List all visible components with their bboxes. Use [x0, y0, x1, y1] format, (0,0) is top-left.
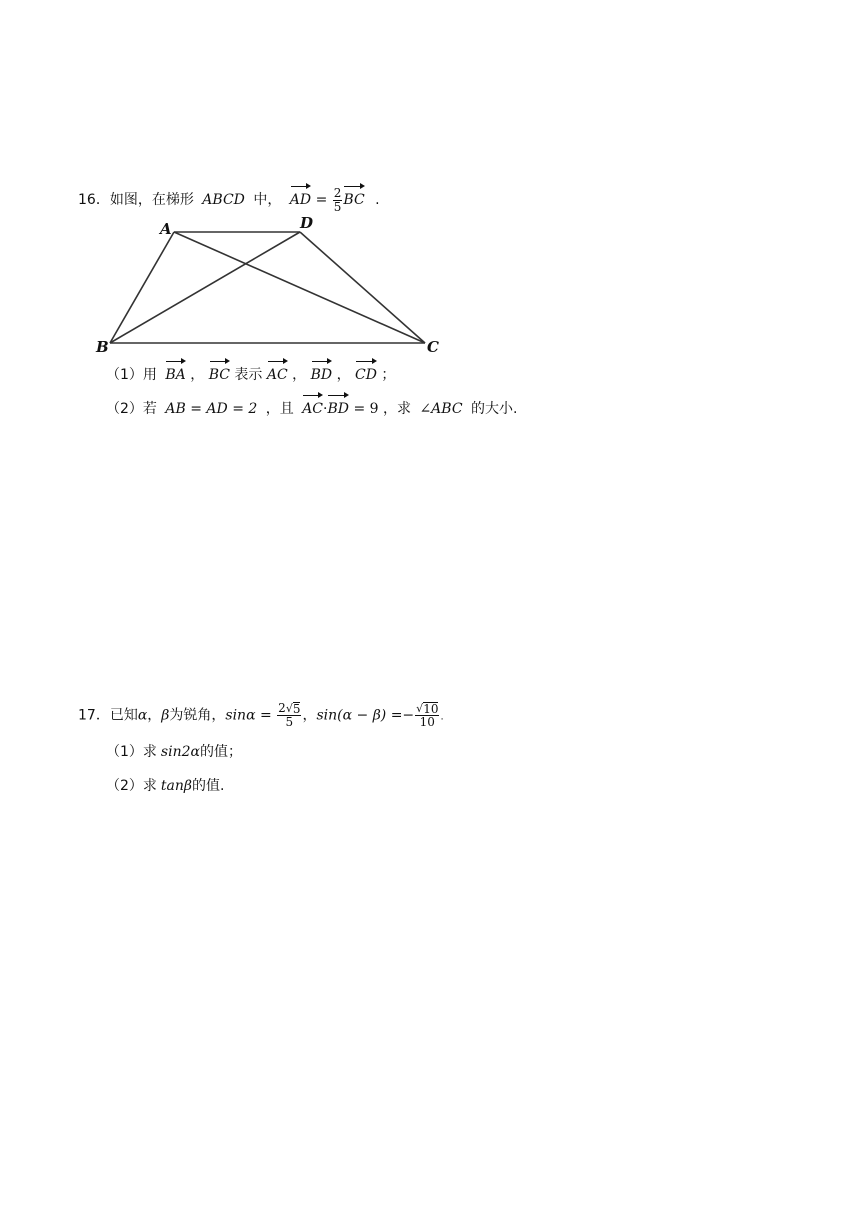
- edge-dc: [300, 232, 425, 343]
- q17-part-2: [106, 776, 224, 796]
- sin-alpha-minus-beta: sin(α − β): [316, 707, 387, 724]
- angle-abc: ∠ABC: [419, 401, 463, 417]
- vector-ad: AD: [290, 183, 311, 210]
- q17-p1-number: （1）求: [106, 744, 157, 760]
- comma: ，: [147, 707, 162, 724]
- q17-p1-end: 的值；: [199, 744, 242, 760]
- vertex-label-b: B: [96, 338, 109, 356]
- fraction-root10-over-10: [415, 702, 439, 729]
- radical-sign: √: [285, 702, 293, 715]
- coefficient: 2: [278, 701, 286, 715]
- q16-intro: 如图，在梯形: [109, 192, 194, 208]
- q16-stem: [78, 183, 380, 214]
- vertex-label-d: D: [300, 214, 314, 232]
- equals-sign: =: [259, 707, 272, 724]
- q16-end-dot: .: [375, 192, 380, 208]
- q16-p1-end: ；: [381, 367, 396, 383]
- q17-number: 17．: [78, 707, 110, 724]
- q17-text-2: 为锐角，: [169, 707, 226, 724]
- diagonal-ac: [174, 232, 425, 343]
- fraction-numerator: 2: [333, 185, 342, 200]
- fraction-denominator: 5: [333, 199, 342, 214]
- fraction-2root5-over-5: [277, 702, 301, 729]
- q16-p1-mid: 表示: [234, 367, 263, 383]
- equals-minus: =−: [390, 707, 415, 724]
- sin-alpha: sinα: [225, 707, 256, 724]
- vector-ac: AC: [267, 358, 288, 385]
- q16-number: 16．: [78, 192, 110, 208]
- q16-p1-number: （1）用: [106, 367, 157, 383]
- q16-zhong: 中，: [253, 192, 282, 208]
- fraction-denominator: 5: [285, 715, 294, 729]
- vector-bc: BC: [343, 183, 364, 210]
- q17-end-dot: .: [440, 711, 444, 723]
- q17-p1-expression: sin2α: [160, 744, 200, 760]
- comma: ，: [292, 367, 307, 383]
- vertex-label-a: A: [160, 220, 172, 238]
- q16-trapezoid-name: ABCD: [202, 192, 245, 208]
- fraction-denominator: 10: [419, 715, 435, 729]
- vector-bd: BD: [327, 392, 349, 419]
- q16-p2-number: （2）若: [106, 401, 157, 417]
- alpha: α: [137, 707, 148, 724]
- equals-sign: =: [315, 192, 328, 208]
- q16-p2-ask: ，求: [382, 401, 411, 417]
- q17-p2-expression: tanβ: [160, 778, 193, 794]
- q16-part-2: [106, 392, 517, 419]
- comma: ，: [190, 367, 205, 383]
- q16-part-1: [106, 358, 395, 385]
- beta: β: [161, 707, 170, 724]
- q17-text-1: 已知: [109, 707, 138, 724]
- vector-cd: CD: [355, 358, 377, 385]
- q17-p2-number: （2）求: [106, 778, 157, 794]
- vector-bd: BD: [311, 358, 333, 385]
- vector-ba: BA: [165, 358, 185, 385]
- edge-ab: [110, 232, 174, 343]
- q16-p2-equals: = 9: [353, 401, 379, 417]
- q16-p2-comma: ，且: [265, 401, 294, 417]
- diagonal-bd: [110, 232, 300, 343]
- vector-bc: BC: [209, 358, 230, 385]
- vector-ac: AC: [302, 392, 323, 419]
- trapezoid-figure: [90, 210, 450, 360]
- q16-p2-condition: AB = AD = 2: [165, 401, 258, 417]
- vertex-label-c: C: [427, 338, 439, 356]
- comma: ，: [302, 707, 317, 724]
- q17-p2-end: 的值.: [192, 778, 225, 794]
- radical-sign: √: [416, 702, 424, 715]
- q16-p2-end: 的大小.: [471, 401, 518, 417]
- radicand: 10: [423, 702, 439, 716]
- q17-part-1: [106, 742, 242, 762]
- dot-operator: ·: [323, 401, 328, 417]
- q17-stem: [78, 702, 444, 729]
- radicand: 5: [292, 702, 301, 716]
- comma: ，: [336, 367, 351, 383]
